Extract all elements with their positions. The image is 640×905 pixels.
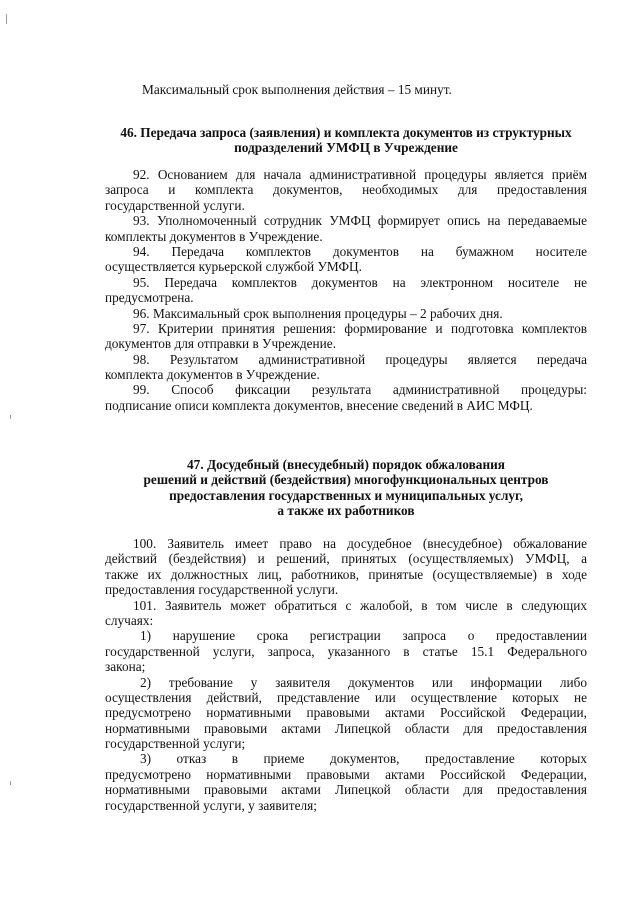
- paragraph-line: осуществляется курьерской службой УМФЦ.: [105, 259, 362, 275]
- heading-line: решений и действий (бездействия) многофункциональных центров: [143, 472, 549, 488]
- paragraph-line: 100. Заявитель имеет право на досудебное (внесудебное) обжалование: [133, 536, 587, 551]
- paragraph-line: 1) нарушение срока регистрации запроса о предоставлении: [140, 628, 587, 644]
- paragraph-line: 94. Передача комплектов документов на бумажном носителе: [133, 243, 587, 259]
- paragraph-line: нормативными правовыми актами Липецкой области для предоставления: [105, 720, 587, 736]
- paragraph-line: действий (бездействия) и решений, принятых (осуществляемых) УМФЦ, а: [105, 551, 587, 567]
- paragraph-line: 101. Заявитель может обратиться с жалобой, в том числе в следующих: [133, 597, 587, 613]
- paragraph-line: 96. Максимальный срок выполнения процедуры – 2 рабочих дня.: [133, 305, 503, 321]
- paragraph-line: закона;: [105, 659, 146, 675]
- paragraph-line: подписание описи комплекта документов, внесение сведений в АИС МФЦ.: [105, 397, 533, 413]
- section-46-heading: [105, 125, 587, 156]
- scan-mark: [10, 781, 11, 785]
- paragraph-line: государственной услуги, у заявителя;: [105, 797, 317, 813]
- paragraph-line: 92. Основанием для начала административной процедуры является приём: [133, 167, 587, 182]
- paragraph-line: документов для отправки в Учреждение.: [105, 336, 337, 352]
- paragraph-line: 95. Передача комплектов документов на электронном носителе не: [133, 274, 587, 290]
- heading-line: подразделений УМФЦ в Учреждение: [234, 140, 458, 156]
- paragraph-line: 98. Результатом административной процедуры является передача: [133, 351, 587, 367]
- paragraph-line: 93. Уполномоченный сотрудник УМФЦ формирует опись на передаваемые: [133, 213, 587, 229]
- paragraph-line: предусмотрено нормативными правовыми актами Российской Федерации,: [105, 705, 587, 721]
- paragraph-line: предоставления государственной услуги.: [105, 582, 339, 598]
- heading-line: предоставления государственных и муниципальных услуг,: [169, 487, 523, 503]
- paragraph-line: случаях:: [105, 612, 154, 628]
- paragraph-line: комплекты документов в Учреждение.: [105, 228, 323, 244]
- scan-mark: [6, 14, 7, 24]
- paragraph-line: государственной услуги.: [105, 197, 245, 213]
- paragraph-line: предусмотрена.: [105, 290, 194, 306]
- paragraph-line: государственной услуги, запроса, указанного в статье 15.1 Федерального: [105, 643, 587, 659]
- paragraph-line: запроса и комплекта документов, необходимых для предоставления: [105, 182, 587, 198]
- heading-line: 46. Передача запроса (заявления) и комплекта документов из структурных: [120, 125, 572, 140]
- paragraph-line: 97. Критерии принятия решения: формирование и подготовка комплектов: [133, 320, 587, 336]
- section-47-body: [105, 536, 587, 813]
- previous-section-closing-line: Максимальный срок выполнения действия – 15 минут.: [142, 82, 452, 97]
- paragraph-line: 99. Способ фиксации результата административной процедуры:: [133, 382, 587, 398]
- paragraph-line: 3) отказ в приеме документов, предоставление которых: [140, 751, 587, 767]
- paragraph-line: осуществления действий, представление или осуществление которых не: [105, 689, 587, 705]
- section-47-heading: [105, 457, 587, 519]
- heading-line: 47. Досудебный (внесудебный) порядок обжалования: [187, 457, 505, 472]
- paragraph-line: государственной услуги;: [105, 736, 246, 752]
- paragraph-line: нормативными правовыми актами Липецкой области для предоставления: [105, 782, 587, 798]
- section-46-body: [105, 167, 587, 413]
- heading-line: а также их работников: [277, 503, 415, 519]
- paragraph-line: комплекта документов в Учреждение.: [105, 367, 320, 383]
- paragraph-line: также их должностных лиц, работников, принятые (осуществляемые) в ходе: [105, 566, 587, 582]
- paragraph-line: 2) требование у заявителя документов или информации либо: [140, 674, 587, 690]
- paragraph-line: предусмотрено нормативными правовыми актами Российской Федерации,: [105, 766, 587, 782]
- scan-mark: [10, 415, 11, 419]
